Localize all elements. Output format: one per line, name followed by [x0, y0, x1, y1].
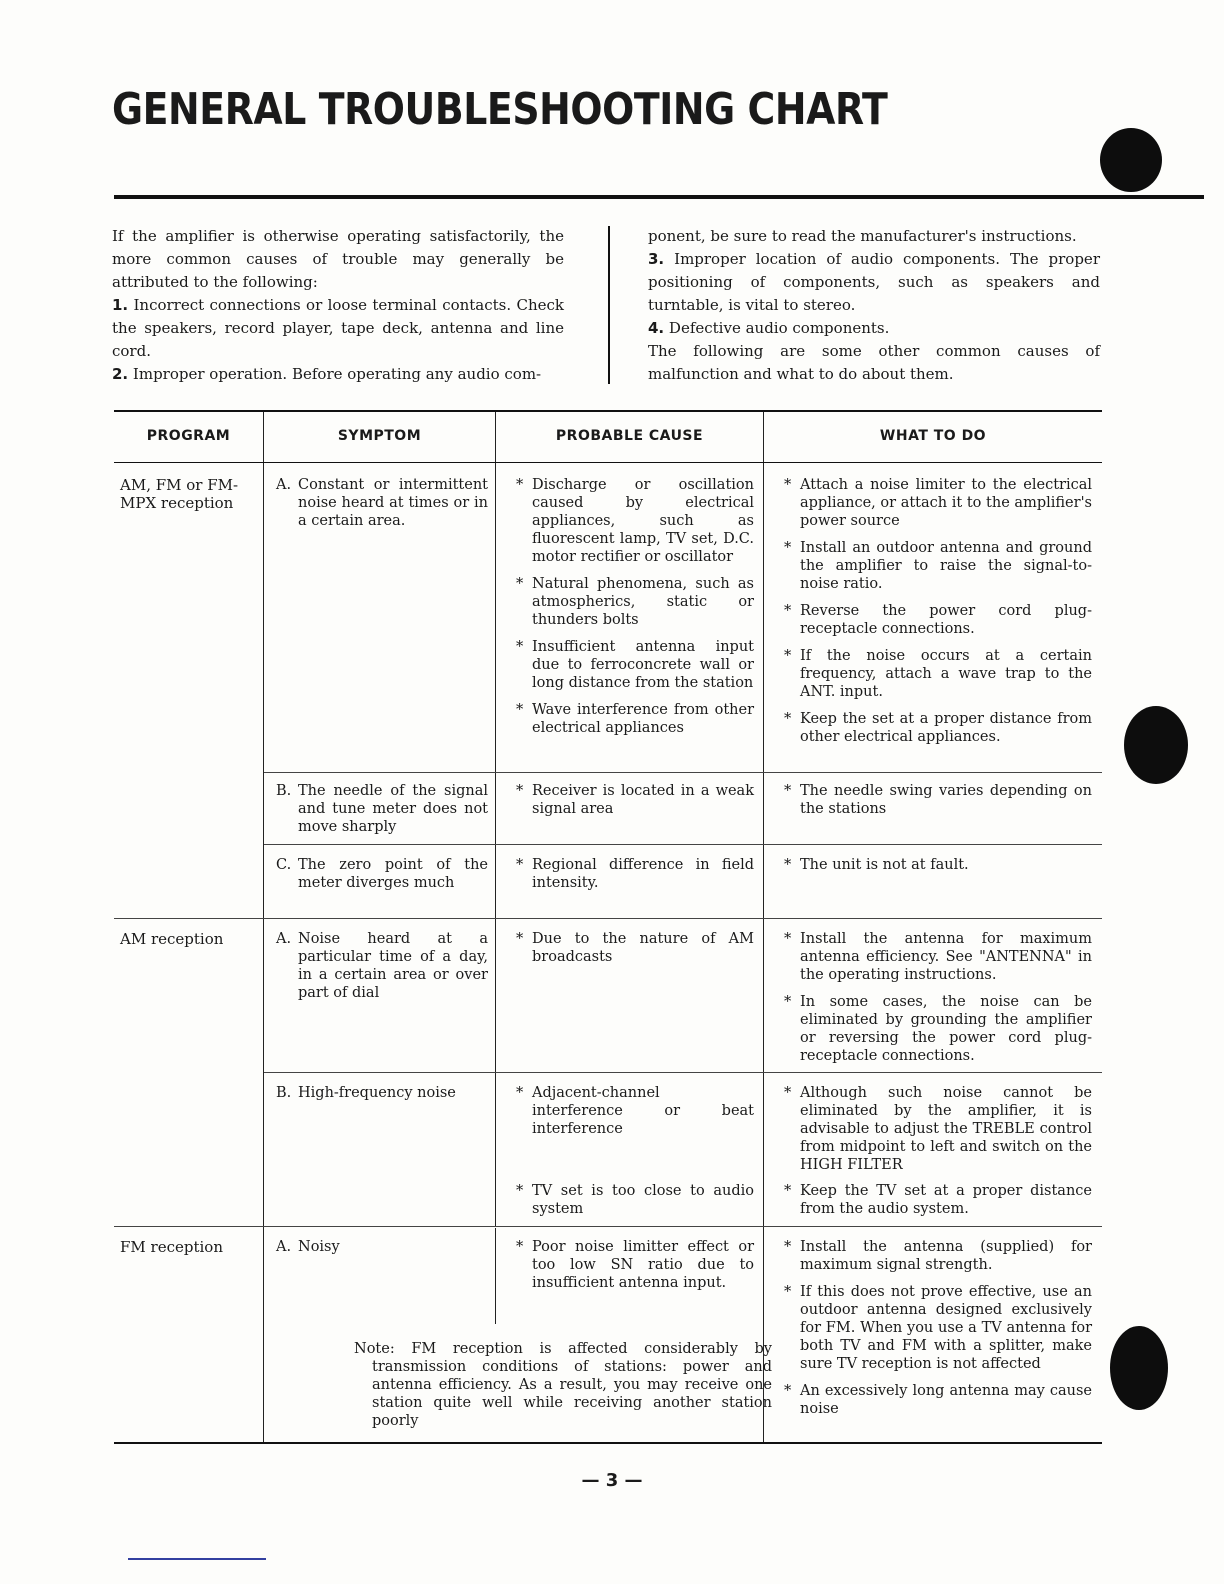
cause-list — [514, 1238, 754, 1301]
binder-hole-icon — [1100, 128, 1162, 192]
intro-item: 3. Improper location of audio components. The proper positioning of components, such as speakers and turntable, is vital to stereo. — [648, 250, 1100, 314]
action-list — [782, 1182, 1092, 1227]
intro-right-column — [648, 225, 1100, 386]
list-item: * Regional difference in field intensity. — [514, 856, 754, 892]
list-item: * Due to the nature of AM broadcasts — [514, 930, 754, 966]
action-list — [782, 1084, 1092, 1183]
cause-list — [514, 782, 754, 827]
list-item: * Install the antenna (supplied) for maximum signal strength. — [782, 1238, 1092, 1274]
symptom-cell — [264, 782, 488, 836]
action-list — [782, 476, 1092, 755]
symptom-cell — [264, 1238, 488, 1256]
table-row-rule — [114, 462, 1102, 463]
intro-paragraph: The following are some other common causes of malfunction and what to do about them. — [648, 342, 1100, 383]
header-probable-cause: PROBABLE CAUSE — [555, 428, 704, 444]
table-row-rule — [114, 918, 1102, 919]
list-item: * TV set is too close to audio system — [514, 1182, 754, 1218]
intro-item: 2. Improper operation. Before operating any audio com- — [112, 365, 542, 383]
list-item: * Keep the TV set at a proper distance from the audio system. — [782, 1182, 1092, 1218]
symptom-letter: A. — [276, 477, 292, 493]
action-list — [782, 856, 1092, 883]
list-item: * Keep the set at a proper distance from other electrical appliances. — [782, 710, 1092, 746]
program-label: AM reception — [120, 930, 224, 948]
intro-item: 1. Incorrect connections or loose terminal contacts. Check the speakers, record player, tape deck, antenna and line cord. — [112, 296, 564, 360]
intro-left-column — [112, 225, 564, 386]
intro-item: 4. Defective audio components. — [648, 319, 890, 337]
symptom-cell — [264, 856, 488, 892]
list-item: * Although such noise cannot be eliminated by the amplifier, it is advisable to adjust the TREBLE control from midpoint to left and switch on the HIGH FILTER — [782, 1084, 1092, 1174]
action-list — [782, 782, 1092, 827]
table-column-divider — [495, 920, 496, 1226]
symptom-text: The needle of the signal and tune meter does not move sharply — [298, 783, 488, 835]
list-item: * An excessively long antenna may cause noise — [782, 1382, 1092, 1418]
table-column-divider — [763, 412, 764, 1442]
page-number: — 3 — — [581, 1470, 643, 1491]
list-item: * Install an outdoor antenna and ground the amplifier to raise the signal-to-noise ratio. — [782, 539, 1092, 593]
symptom-letter: A. — [276, 931, 292, 947]
symptom-cell — [264, 930, 488, 1002]
list-item: * Reverse the power cord plug-receptacle connections. — [782, 602, 1092, 638]
list-item: * If this does not prove effective, use an outdoor antenna designed exclusively for FM. When you use a TV antenna for both TV and FM with a splitter, make sure TV reception is not affected — [782, 1283, 1092, 1373]
symptom-text: High-frequency noise — [298, 1085, 456, 1101]
binder-hole-icon — [1124, 706, 1188, 784]
list-item: * In some cases, the noise can be eliminated by grounding the amplifier or reversing the power cord plug-receptacle connections. — [782, 993, 1092, 1065]
fm-note: Note: FM reception is affected considerably by transmission conditions of stations: power and antenna efficiency. As a result, you may receive one station quite well while receiving another station poorly — [354, 1341, 772, 1429]
symptom-letter: B. — [276, 783, 292, 799]
list-item: * If the noise occurs at a certain frequency, attach a wave trap to the ANT. input. — [782, 647, 1092, 701]
program-label: FM reception — [120, 1238, 223, 1256]
header-what-to-do: WHAT TO DO — [879, 428, 987, 444]
symptom-text: Constant or intermittent noise heard at times or in a certain area. — [298, 477, 488, 529]
symptom-text: The zero point of the meter diverges much — [298, 857, 488, 891]
list-item: * Discharge or oscillation caused by electrical appliances, such as fluorescent lamp, TV set, D.C. motor rectifier or oscillator — [514, 476, 754, 566]
symptom-cell — [264, 476, 488, 530]
page-title: GENERAL TROUBLESHOOTING CHART — [112, 84, 888, 135]
symptom-text: Noise heard at a particular time of a day, in a certain area or over part of dial — [298, 931, 488, 1001]
header-symptom: SYMPTOM — [337, 428, 422, 444]
intro-paragraph: If the amplifier is otherwise operating satisfactorily, the more common causes of trouble may generally be attributed to the following: — [112, 227, 564, 291]
symptom-text: Noisy — [298, 1239, 340, 1255]
list-item: * The unit is not at fault. — [782, 856, 1092, 874]
header-program: PROGRAM — [146, 428, 231, 444]
list-item: * Attach a noise limiter to the electrical appliance, or attach it to the amplifier's power source — [782, 476, 1092, 530]
intro-paragraph: ponent, be sure to read the manufacturer's instructions. — [648, 227, 1077, 245]
table-column-divider — [495, 1228, 496, 1324]
table-row-rule — [264, 844, 1102, 845]
program-label: AM, FM or FM-MPX reception — [120, 476, 239, 512]
symptom-letter: A. — [276, 1239, 292, 1255]
cause-list — [514, 1182, 754, 1227]
title-rule — [114, 195, 1204, 199]
action-list — [782, 930, 1092, 1074]
cause-list — [514, 476, 754, 746]
symptom-cell — [264, 1084, 488, 1102]
cause-list — [514, 1084, 754, 1147]
list-item: * Adjacent-channel interference or beat interference — [514, 1084, 754, 1138]
list-item: * Natural phenomena, such as atmospherics, static or thunders bolts — [514, 575, 754, 629]
list-item: * Wave interference from other electrical appliances — [514, 701, 754, 737]
list-item: * Install the antenna for maximum antenna efficiency. See "ANTENNA" in the operating instructions. — [782, 930, 1092, 984]
table-column-divider — [263, 412, 264, 1442]
binder-hole-icon — [1110, 1326, 1168, 1410]
table-row-rule — [264, 772, 1102, 773]
action-list — [782, 1238, 1092, 1427]
symptom-letter: B. — [276, 1085, 292, 1101]
symptom-letter: C. — [276, 857, 292, 873]
cause-list — [514, 856, 754, 901]
list-item: * Receiver is located in a weak signal area — [514, 782, 754, 818]
list-item: * The needle swing varies depending on the stations — [782, 782, 1092, 818]
column-divider — [608, 226, 610, 384]
list-item: * Poor noise limitter effect or too low SN ratio due to insufficient antenna input. — [514, 1238, 754, 1292]
scan-edge-mark — [128, 1558, 266, 1560]
table-bottom-rule — [114, 1442, 1102, 1444]
cause-list — [514, 930, 754, 975]
list-item: * Insufficient antenna input due to ferroconcrete wall or long distance from the station — [514, 638, 754, 692]
